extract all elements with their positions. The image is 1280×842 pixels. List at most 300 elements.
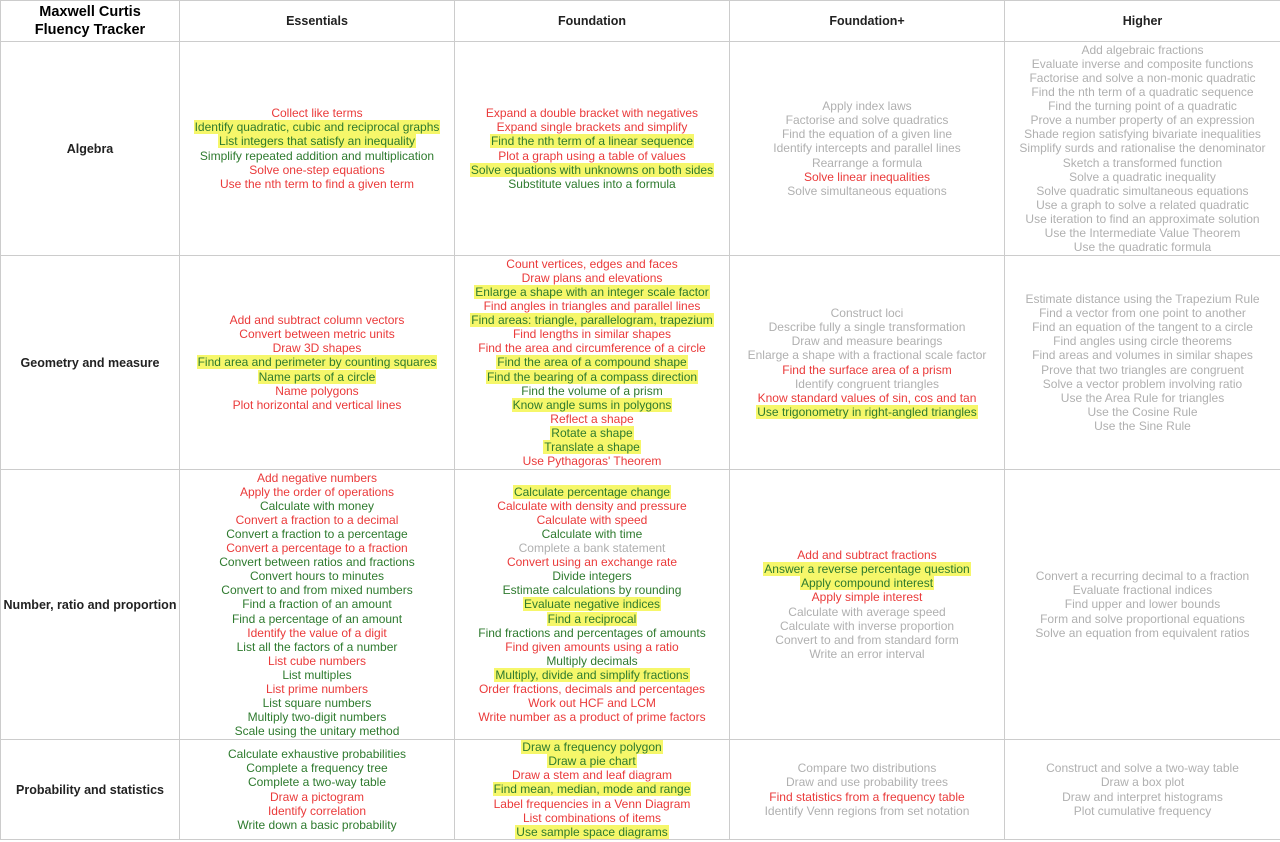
skill-label: Calculate percentage change <box>513 484 671 499</box>
cell-number-foundation-plus <box>730 470 1005 740</box>
skill-item <box>730 348 1004 362</box>
skill-item <box>1005 99 1280 113</box>
skill-label: Prove a number property of an expression <box>1030 113 1255 128</box>
skill-item <box>455 327 729 341</box>
skill-label: Use sample space diagrams <box>516 824 668 839</box>
skill-item <box>180 177 454 191</box>
skill-label: Evaluate negative indices <box>523 597 661 612</box>
skill-label: Evaluate fractional indices <box>1072 583 1213 598</box>
skill-label: Find an equation of the tangent to a circle <box>1032 320 1253 335</box>
skill-label: Form and solve proportional equations <box>1040 611 1245 626</box>
skill-item <box>180 370 454 384</box>
skill-item <box>455 355 729 369</box>
skill-item <box>455 177 729 191</box>
skill-label: Write down a basic probability <box>237 817 397 832</box>
skill-label: Solve one-step equations <box>249 162 385 177</box>
skill-item <box>455 668 729 682</box>
skill-item <box>730 99 1004 113</box>
skill-label: List multiples <box>282 667 352 682</box>
skill-item <box>730 334 1004 348</box>
skill-label: Apply the order of operations <box>239 484 395 499</box>
skill-item <box>1005 156 1280 170</box>
skill-label: Construct and solve a two-way table <box>1046 761 1239 776</box>
skill-item <box>180 555 454 569</box>
skill-item <box>455 612 729 626</box>
skill-label: Use the Sine Rule <box>1094 418 1191 433</box>
skill-item <box>180 682 454 696</box>
skill-label: Complete a frequency tree <box>246 761 388 776</box>
skill-item <box>730 363 1004 377</box>
skill-item <box>730 562 1004 576</box>
skill-label: Find angles in triangles and parallel lines <box>483 299 701 314</box>
skill-label: Draw plans and elevations <box>521 270 663 285</box>
skill-label: Use the nth term to find a given term <box>219 176 415 191</box>
skill-item <box>730 804 1004 818</box>
skill-label: Scale using the unitary method <box>234 724 400 739</box>
skill-label: Label frequencies in a Venn Diagram <box>493 796 691 811</box>
skill-label: Calculate exhaustive probabilities <box>227 747 407 762</box>
skill-label: Describe fully a single transformation <box>768 320 966 335</box>
skill-item <box>730 775 1004 789</box>
skill-item <box>180 761 454 775</box>
skill-label: Solve equations with unknowns on both sides <box>470 162 714 177</box>
skill-label: Use a graph to solve a related quadratic <box>1036 197 1249 212</box>
skill-item <box>1005 212 1280 226</box>
skill-item <box>1005 127 1280 141</box>
skill-label: Identify intercepts and parallel lines <box>773 141 961 156</box>
skill-label: Solve simultaneous equations <box>787 183 947 198</box>
skill-item <box>1005 113 1280 127</box>
skill-label: Find areas: triangle, parallelogram, trapezium <box>471 313 713 328</box>
skill-item <box>180 696 454 710</box>
skill-item <box>730 590 1004 604</box>
skill-item <box>730 320 1004 334</box>
skill-label: Convert to and from mixed numbers <box>221 583 413 598</box>
skill-item <box>455 426 729 440</box>
skill-label: Convert a fraction to a percentage <box>226 526 408 541</box>
skill-label: Name polygons <box>275 383 359 398</box>
cell-number-higher <box>1005 470 1280 740</box>
skill-item <box>180 775 454 789</box>
column-header-essentials: Essentials <box>180 1 455 42</box>
skill-label: Find the bearing of a compass direction <box>486 369 698 384</box>
skill-item <box>1005 419 1280 433</box>
skill-item <box>455 555 729 569</box>
skill-label: Find given amounts using a ratio <box>505 639 679 654</box>
skill-item <box>730 576 1004 590</box>
skill-item <box>180 327 454 341</box>
row-algebra <box>1 42 1280 256</box>
skill-label: Convert using an exchange rate <box>506 555 678 570</box>
skill-item <box>1005 761 1280 775</box>
skill-item <box>180 163 454 177</box>
skill-item <box>180 471 454 485</box>
skill-label: Convert to and from standard form <box>775 632 959 647</box>
skill-label: List all the factors of a number <box>236 639 398 654</box>
skill-label: Calculate with average speed <box>788 604 946 619</box>
skill-label: Convert between metric units <box>239 327 395 342</box>
skill-label: Find the surface area of a prism <box>782 362 952 377</box>
skill-item <box>455 257 729 271</box>
skill-label: Prove that two triangles are congruent <box>1041 362 1244 377</box>
skill-item <box>455 341 729 355</box>
skill-label: Find a fraction of an amount <box>242 597 392 612</box>
skill-item <box>1005 292 1280 306</box>
skill-label: Use trigonometry in right-angled triangles <box>757 404 977 419</box>
skill-item <box>455 120 729 134</box>
skill-label: Find statistics from a frequency table <box>769 789 965 804</box>
skill-item <box>1005 804 1280 818</box>
skill-label: Rotate a shape <box>551 425 633 440</box>
skill-label: Find the turning point of a quadratic <box>1048 99 1237 114</box>
skill-item <box>455 163 729 177</box>
skill-item <box>180 499 454 513</box>
skill-label: Apply simple interest <box>811 590 923 605</box>
row-geometry <box>1 256 1280 470</box>
skill-item <box>1005 597 1280 611</box>
skill-label: List integers that satisfy an inequality <box>218 134 416 149</box>
skill-label: Write number as a product of prime factors <box>478 710 706 725</box>
skill-label: Use iteration to find an approximate solution <box>1025 211 1260 226</box>
skill-label: Use the Intermediate Value Theorem <box>1044 226 1241 241</box>
skill-label: Identify quadratic, cubic and reciprocal graphs <box>194 120 440 135</box>
skill-item <box>730 141 1004 155</box>
skill-item <box>455 682 729 696</box>
skill-label: Estimate calculations by rounding <box>502 583 682 598</box>
skill-item <box>180 654 454 668</box>
skill-item <box>1005 391 1280 405</box>
skill-label: Substitute values into a formula <box>508 176 676 191</box>
skill-label: Expand a double bracket with negatives <box>485 106 699 121</box>
skill-item <box>455 299 729 313</box>
skill-label: Find a vector from one point to another <box>1039 306 1246 321</box>
skill-item <box>1005 405 1280 419</box>
row-probability <box>1 740 1280 840</box>
skill-label: Know standard values of sin, cos and tan <box>757 390 977 405</box>
cell-probability-foundation <box>455 740 730 840</box>
skill-label: Simplify surds and rationalise the denominator <box>1019 141 1266 156</box>
skill-item <box>180 668 454 682</box>
cell-probability-higher <box>1005 740 1280 840</box>
skill-item <box>455 740 729 754</box>
skill-label: Evaluate inverse and composite functions <box>1031 56 1254 71</box>
skill-item <box>180 149 454 163</box>
skill-label: Answer a reverse percentage question <box>764 562 970 577</box>
skill-label: Enlarge a shape with a fractional scale factor <box>747 348 987 363</box>
skill-item <box>455 485 729 499</box>
skill-label: Convert a percentage to a fraction <box>226 541 408 556</box>
skill-label: Add negative numbers <box>256 470 378 485</box>
skill-label: Convert between ratios and fractions <box>219 555 415 570</box>
skill-item <box>730 184 1004 198</box>
skill-item <box>730 619 1004 633</box>
skill-item <box>1005 226 1280 240</box>
skill-item <box>730 647 1004 661</box>
skill-label: Multiply decimals <box>546 653 638 668</box>
skill-item <box>180 640 454 654</box>
row-number <box>1 470 1280 740</box>
skill-label: List square numbers <box>262 696 372 711</box>
skill-item <box>1005 240 1280 254</box>
skill-item <box>730 761 1004 775</box>
skill-label: Find the volume of a prism <box>521 383 663 398</box>
row-label-number: Number, ratio and proportion <box>1 470 180 740</box>
skill-label: Find lengths in similar shapes <box>512 327 672 342</box>
skill-label: Convert a fraction to a decimal <box>235 512 399 527</box>
skill-item <box>180 527 454 541</box>
row-label-probability: Probability and statistics <box>1 740 180 840</box>
skill-item <box>455 754 729 768</box>
skill-item <box>1005 57 1280 71</box>
skill-item <box>180 355 454 369</box>
skill-label: Complete a bank statement <box>518 541 666 556</box>
column-header-foundation-plus: Foundation+ <box>730 1 1005 42</box>
skill-label: Apply compound interest <box>800 576 934 591</box>
skill-item <box>1005 790 1280 804</box>
cell-probability-essentials <box>180 740 455 840</box>
skill-item <box>1005 306 1280 320</box>
skill-item <box>730 790 1004 804</box>
skill-item <box>730 127 1004 141</box>
skill-label: Sketch a transformed function <box>1062 155 1223 170</box>
skill-label: List cube numbers <box>267 653 367 668</box>
skill-label: Identify Venn regions from set notation <box>764 803 970 818</box>
skill-item <box>1005 71 1280 85</box>
cell-algebra-essentials <box>180 42 455 256</box>
skill-item <box>455 149 729 163</box>
skill-label: Collect like terms <box>271 106 363 121</box>
skill-label: List combinations of items <box>522 810 662 825</box>
skill-item <box>730 605 1004 619</box>
skill-item <box>1005 775 1280 789</box>
skill-label: Calculate with money <box>259 498 375 513</box>
skill-item <box>180 710 454 724</box>
skill-item <box>180 818 454 832</box>
skill-item <box>1005 363 1280 377</box>
skill-label: Find mean, median, mode and range <box>493 782 691 797</box>
skill-item <box>1005 348 1280 362</box>
skill-item <box>730 391 1004 405</box>
skill-label: Find the equation of a given line <box>781 127 953 142</box>
skill-label: Draw and use probability trees <box>785 775 949 790</box>
skill-label: Identify correlation <box>267 803 367 818</box>
skill-item <box>455 313 729 327</box>
header-row <box>1 1 1280 42</box>
skill-label: Know angle sums in polygons <box>512 397 672 412</box>
skill-label: Compare two distributions <box>797 761 937 776</box>
skill-label: Divide integers <box>552 569 632 584</box>
skill-label: Draw a stem and leaf diagram <box>511 768 673 783</box>
skill-item <box>455 527 729 541</box>
row-label-geometry: Geometry and measure <box>1 256 180 470</box>
skill-label: Draw a pie chart <box>548 754 636 769</box>
skill-item <box>730 633 1004 647</box>
row-label-algebra: Algebra <box>1 42 180 256</box>
skill-label: Convert hours to minutes <box>249 569 385 584</box>
skill-item <box>455 541 729 555</box>
skill-item <box>455 710 729 724</box>
cell-geometry-foundation <box>455 256 730 470</box>
skill-label: Multiply, divide and simplify fractions <box>495 667 689 682</box>
skill-label: List prime numbers <box>265 682 369 697</box>
skill-label: Work out HCF and LCM <box>528 696 656 711</box>
skill-item <box>1005 43 1280 57</box>
skill-label: Solve a quadratic inequality <box>1069 169 1216 184</box>
skill-item <box>180 341 454 355</box>
cell-number-foundation <box>455 470 730 740</box>
skill-label: Plot cumulative frequency <box>1073 803 1212 818</box>
cell-geometry-essentials <box>180 256 455 470</box>
skill-item <box>180 626 454 640</box>
skill-label: Add algebraic fractions <box>1081 42 1204 57</box>
skill-item <box>455 569 729 583</box>
skill-label: Write an error interval <box>809 646 925 661</box>
skill-item <box>730 548 1004 562</box>
skill-item <box>455 640 729 654</box>
skill-label: Solve an equation from equivalent ratios <box>1035 625 1250 640</box>
skill-label: Shade region satisfying bivariate inequalities <box>1024 127 1261 142</box>
skill-item <box>455 412 729 426</box>
skill-label: Find a percentage of an amount <box>231 611 403 626</box>
skill-label: Find area and perimeter by counting squares <box>197 355 437 370</box>
skill-label: Use the Area Rule for triangles <box>1060 390 1225 405</box>
skill-item <box>180 485 454 499</box>
skill-item <box>455 696 729 710</box>
skill-item <box>1005 184 1280 198</box>
skill-label: Find fractions and percentages of amounts <box>478 625 706 640</box>
skill-label: Calculate with density and pressure <box>497 498 687 513</box>
skill-label: Draw a pictogram <box>269 789 365 804</box>
skill-item <box>455 285 729 299</box>
skill-label: Name parts of a circle <box>258 369 376 384</box>
skill-label: Solve linear inequalities <box>803 169 931 184</box>
skill-label: Use the quadratic formula <box>1073 240 1212 255</box>
column-header-higher: Higher <box>1005 1 1280 42</box>
skill-item <box>180 790 454 804</box>
skill-item <box>1005 170 1280 184</box>
skill-item <box>455 499 729 513</box>
skill-label: Calculate with time <box>541 526 643 541</box>
skill-item <box>180 612 454 626</box>
skill-item <box>180 747 454 761</box>
skill-item <box>455 626 729 640</box>
skill-label: Draw and measure bearings <box>791 334 943 349</box>
cell-algebra-foundation <box>455 42 730 256</box>
skill-label: Add and subtract fractions <box>797 548 937 563</box>
skill-item <box>455 782 729 796</box>
skill-item <box>455 768 729 782</box>
skill-item <box>455 271 729 285</box>
skill-label: Plot horizontal and vertical lines <box>232 397 402 412</box>
skill-label: Complete a two-way table <box>247 775 387 790</box>
skill-item <box>455 654 729 668</box>
skill-label: Factorise and solve quadratics <box>785 113 949 128</box>
skill-item <box>1005 198 1280 212</box>
skill-label: Draw a frequency polygon <box>522 740 662 755</box>
tracker-title: Maxwell Curtis Fluency Tracker <box>1 1 180 42</box>
cell-algebra-higher <box>1005 42 1280 256</box>
skill-item <box>1005 583 1280 597</box>
skill-item <box>455 134 729 148</box>
skill-item <box>730 156 1004 170</box>
skill-item <box>1005 141 1280 155</box>
skill-label: Draw a box plot <box>1100 775 1185 790</box>
skill-item <box>180 384 454 398</box>
skill-item <box>180 313 454 327</box>
skill-item <box>1005 334 1280 348</box>
skill-label: Rearrange a formula <box>811 155 923 170</box>
cell-geometry-foundation-plus <box>730 256 1005 470</box>
skill-label: Use the Cosine Rule <box>1087 404 1198 419</box>
skill-label: Draw 3D shapes <box>272 341 362 356</box>
skill-item <box>180 513 454 527</box>
skill-item <box>730 405 1004 419</box>
skill-item <box>1005 626 1280 640</box>
skill-item <box>455 513 729 527</box>
skill-label: Find upper and lower bounds <box>1064 597 1221 612</box>
skill-item <box>180 569 454 583</box>
skill-item <box>455 398 729 412</box>
skill-item <box>180 541 454 555</box>
skill-label: Construct loci <box>830 306 904 321</box>
cell-number-essentials <box>180 470 455 740</box>
skill-item <box>1005 377 1280 391</box>
tracker-body <box>1 42 1280 840</box>
skill-label: Estimate distance using the Trapezium Rule <box>1025 292 1260 307</box>
skill-label: Multiply two-digit numbers <box>247 710 387 725</box>
skill-item <box>1005 569 1280 583</box>
skill-item <box>455 106 729 120</box>
skill-label: Add and subtract column vectors <box>229 313 405 328</box>
skill-item <box>180 583 454 597</box>
skill-label: Reflect a shape <box>550 411 634 426</box>
skill-label: Find a reciprocal <box>547 611 637 626</box>
skill-item <box>730 170 1004 184</box>
skill-item <box>455 825 729 839</box>
cell-algebra-foundation-plus <box>730 42 1005 256</box>
skill-label: Count vertices, edges and faces <box>506 256 678 271</box>
skill-label: Find the area of a compound shape <box>497 355 687 370</box>
skill-label: Expand single brackets and simplify <box>496 120 688 135</box>
skill-item <box>455 583 729 597</box>
skill-item <box>455 797 729 811</box>
skill-item <box>455 440 729 454</box>
skill-item <box>455 384 729 398</box>
skill-label: Find the nth term of a quadratic sequence <box>1031 85 1254 100</box>
skill-label: Find angles using circle theorems <box>1053 334 1232 349</box>
skill-label: Simplify repeated addition and multiplication <box>199 148 435 163</box>
column-header-foundation: Foundation <box>455 1 730 42</box>
skill-item <box>455 811 729 825</box>
skill-label: Convert a recurring decimal to a fraction <box>1035 569 1250 584</box>
skill-item <box>455 370 729 384</box>
skill-label: Calculate with inverse proportion <box>779 618 955 633</box>
skill-label: Translate a shape <box>544 440 640 455</box>
cell-geometry-higher <box>1005 256 1280 470</box>
skill-item <box>1005 612 1280 626</box>
skill-label: Draw and interpret histograms <box>1062 789 1223 804</box>
skill-label: Identify congruent triangles <box>794 376 940 391</box>
skill-label: Apply index laws <box>822 99 912 114</box>
skill-label: Find areas and volumes in similar shapes <box>1032 348 1253 363</box>
skill-label: Find the nth term of a linear sequence <box>490 134 694 149</box>
skill-label: Solve a vector problem involving ratio <box>1042 376 1243 391</box>
skill-item <box>1005 85 1280 99</box>
skill-item <box>180 398 454 412</box>
skill-label: Order fractions, decimals and percentages <box>478 682 706 697</box>
skill-item <box>180 120 454 134</box>
skill-label: Identify the value of a digit <box>247 625 387 640</box>
